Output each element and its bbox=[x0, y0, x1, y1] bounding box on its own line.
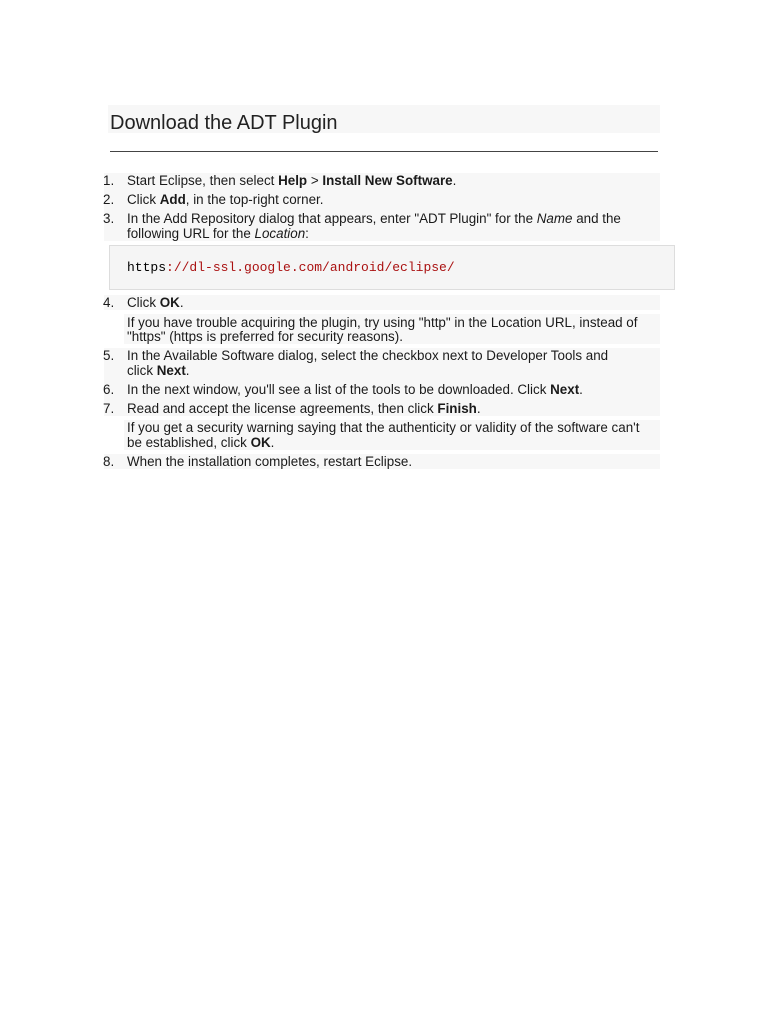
step-number: 7. bbox=[103, 401, 115, 416]
url-protocol: https bbox=[127, 260, 167, 275]
step-number: 1. bbox=[103, 173, 115, 188]
step-text-part: Start Eclipse, then select bbox=[127, 173, 279, 188]
step-text-part: Click bbox=[127, 192, 160, 207]
step-number: 3. bbox=[103, 211, 115, 226]
ok-button-label: OK bbox=[159, 295, 180, 310]
menu-install-label: Install New Software bbox=[322, 173, 453, 188]
name-field-label: Name bbox=[536, 211, 573, 226]
step-text bbox=[127, 401, 481, 416]
step-text: In the Available Software dialog, select the checkbox next to Developer Tools and bbox=[127, 348, 609, 363]
plugin-url[interactable] bbox=[127, 260, 455, 275]
step-number: 8. bbox=[103, 454, 115, 469]
next-button-label: Next bbox=[156, 363, 186, 378]
add-button-label: Add bbox=[159, 192, 186, 207]
title-divider bbox=[110, 151, 658, 152]
step-text: When the installation completes, restart Eclipse. bbox=[127, 454, 413, 469]
step-text-part: Read and accept the license agreements, then click bbox=[127, 401, 438, 416]
step-text bbox=[127, 363, 190, 378]
step-4-background bbox=[104, 295, 660, 310]
page-title: Download the ADT Plugin bbox=[110, 112, 338, 134]
step-text bbox=[127, 295, 184, 310]
step-text-part: and the bbox=[572, 211, 621, 226]
step-number: 5. bbox=[103, 348, 115, 363]
step-text-part: In the Add Repository dialog that appears, enter "ADT Plugin" for the bbox=[127, 211, 537, 226]
security-note bbox=[127, 435, 274, 450]
step-number: 6. bbox=[103, 382, 115, 397]
url-path: ://dl-ssl.google.com/android/eclipse/ bbox=[166, 260, 455, 275]
step-text bbox=[127, 382, 583, 397]
step-text-part: following URL for the bbox=[127, 226, 255, 241]
step-text-part: . bbox=[476, 401, 481, 416]
step-text-part: click bbox=[127, 363, 157, 378]
http-note: "https" (https is preferred for security reasons). bbox=[127, 329, 403, 344]
step-text bbox=[127, 226, 309, 241]
step-text bbox=[127, 211, 621, 226]
step-text-part: In the next window, you'll see a list of the tools to be downloaded. Click bbox=[127, 382, 551, 397]
step-text-part: . bbox=[579, 382, 583, 397]
step-text bbox=[127, 173, 456, 188]
finish-button-label: Finish bbox=[437, 401, 477, 416]
step-number: 2. bbox=[103, 192, 115, 207]
step-text-part: Click bbox=[127, 295, 160, 310]
step-text-part: . bbox=[270, 435, 275, 450]
step-text bbox=[127, 192, 323, 207]
step-text-part: : bbox=[305, 226, 309, 241]
menu-help-label: Help bbox=[278, 173, 308, 188]
step-text-part: be established, click bbox=[127, 435, 251, 450]
step-text-part: , in the top-right corner. bbox=[185, 192, 324, 207]
next-button-label: Next bbox=[550, 382, 580, 397]
step-text-part: . bbox=[185, 363, 190, 378]
security-note: If you get a security warning saying that the authenticity or validity of the software can't bbox=[127, 420, 640, 435]
step-text-part: . bbox=[179, 295, 184, 310]
http-note: If you have trouble acquiring the plugin, try using "http" in the Location URL, instead of bbox=[127, 315, 638, 330]
ok-button-label: OK bbox=[250, 435, 271, 450]
step-text-part: > bbox=[307, 173, 323, 188]
step-number: 4. bbox=[103, 295, 115, 310]
location-field-label: Location bbox=[254, 226, 306, 241]
step-text-part: . bbox=[452, 173, 457, 188]
